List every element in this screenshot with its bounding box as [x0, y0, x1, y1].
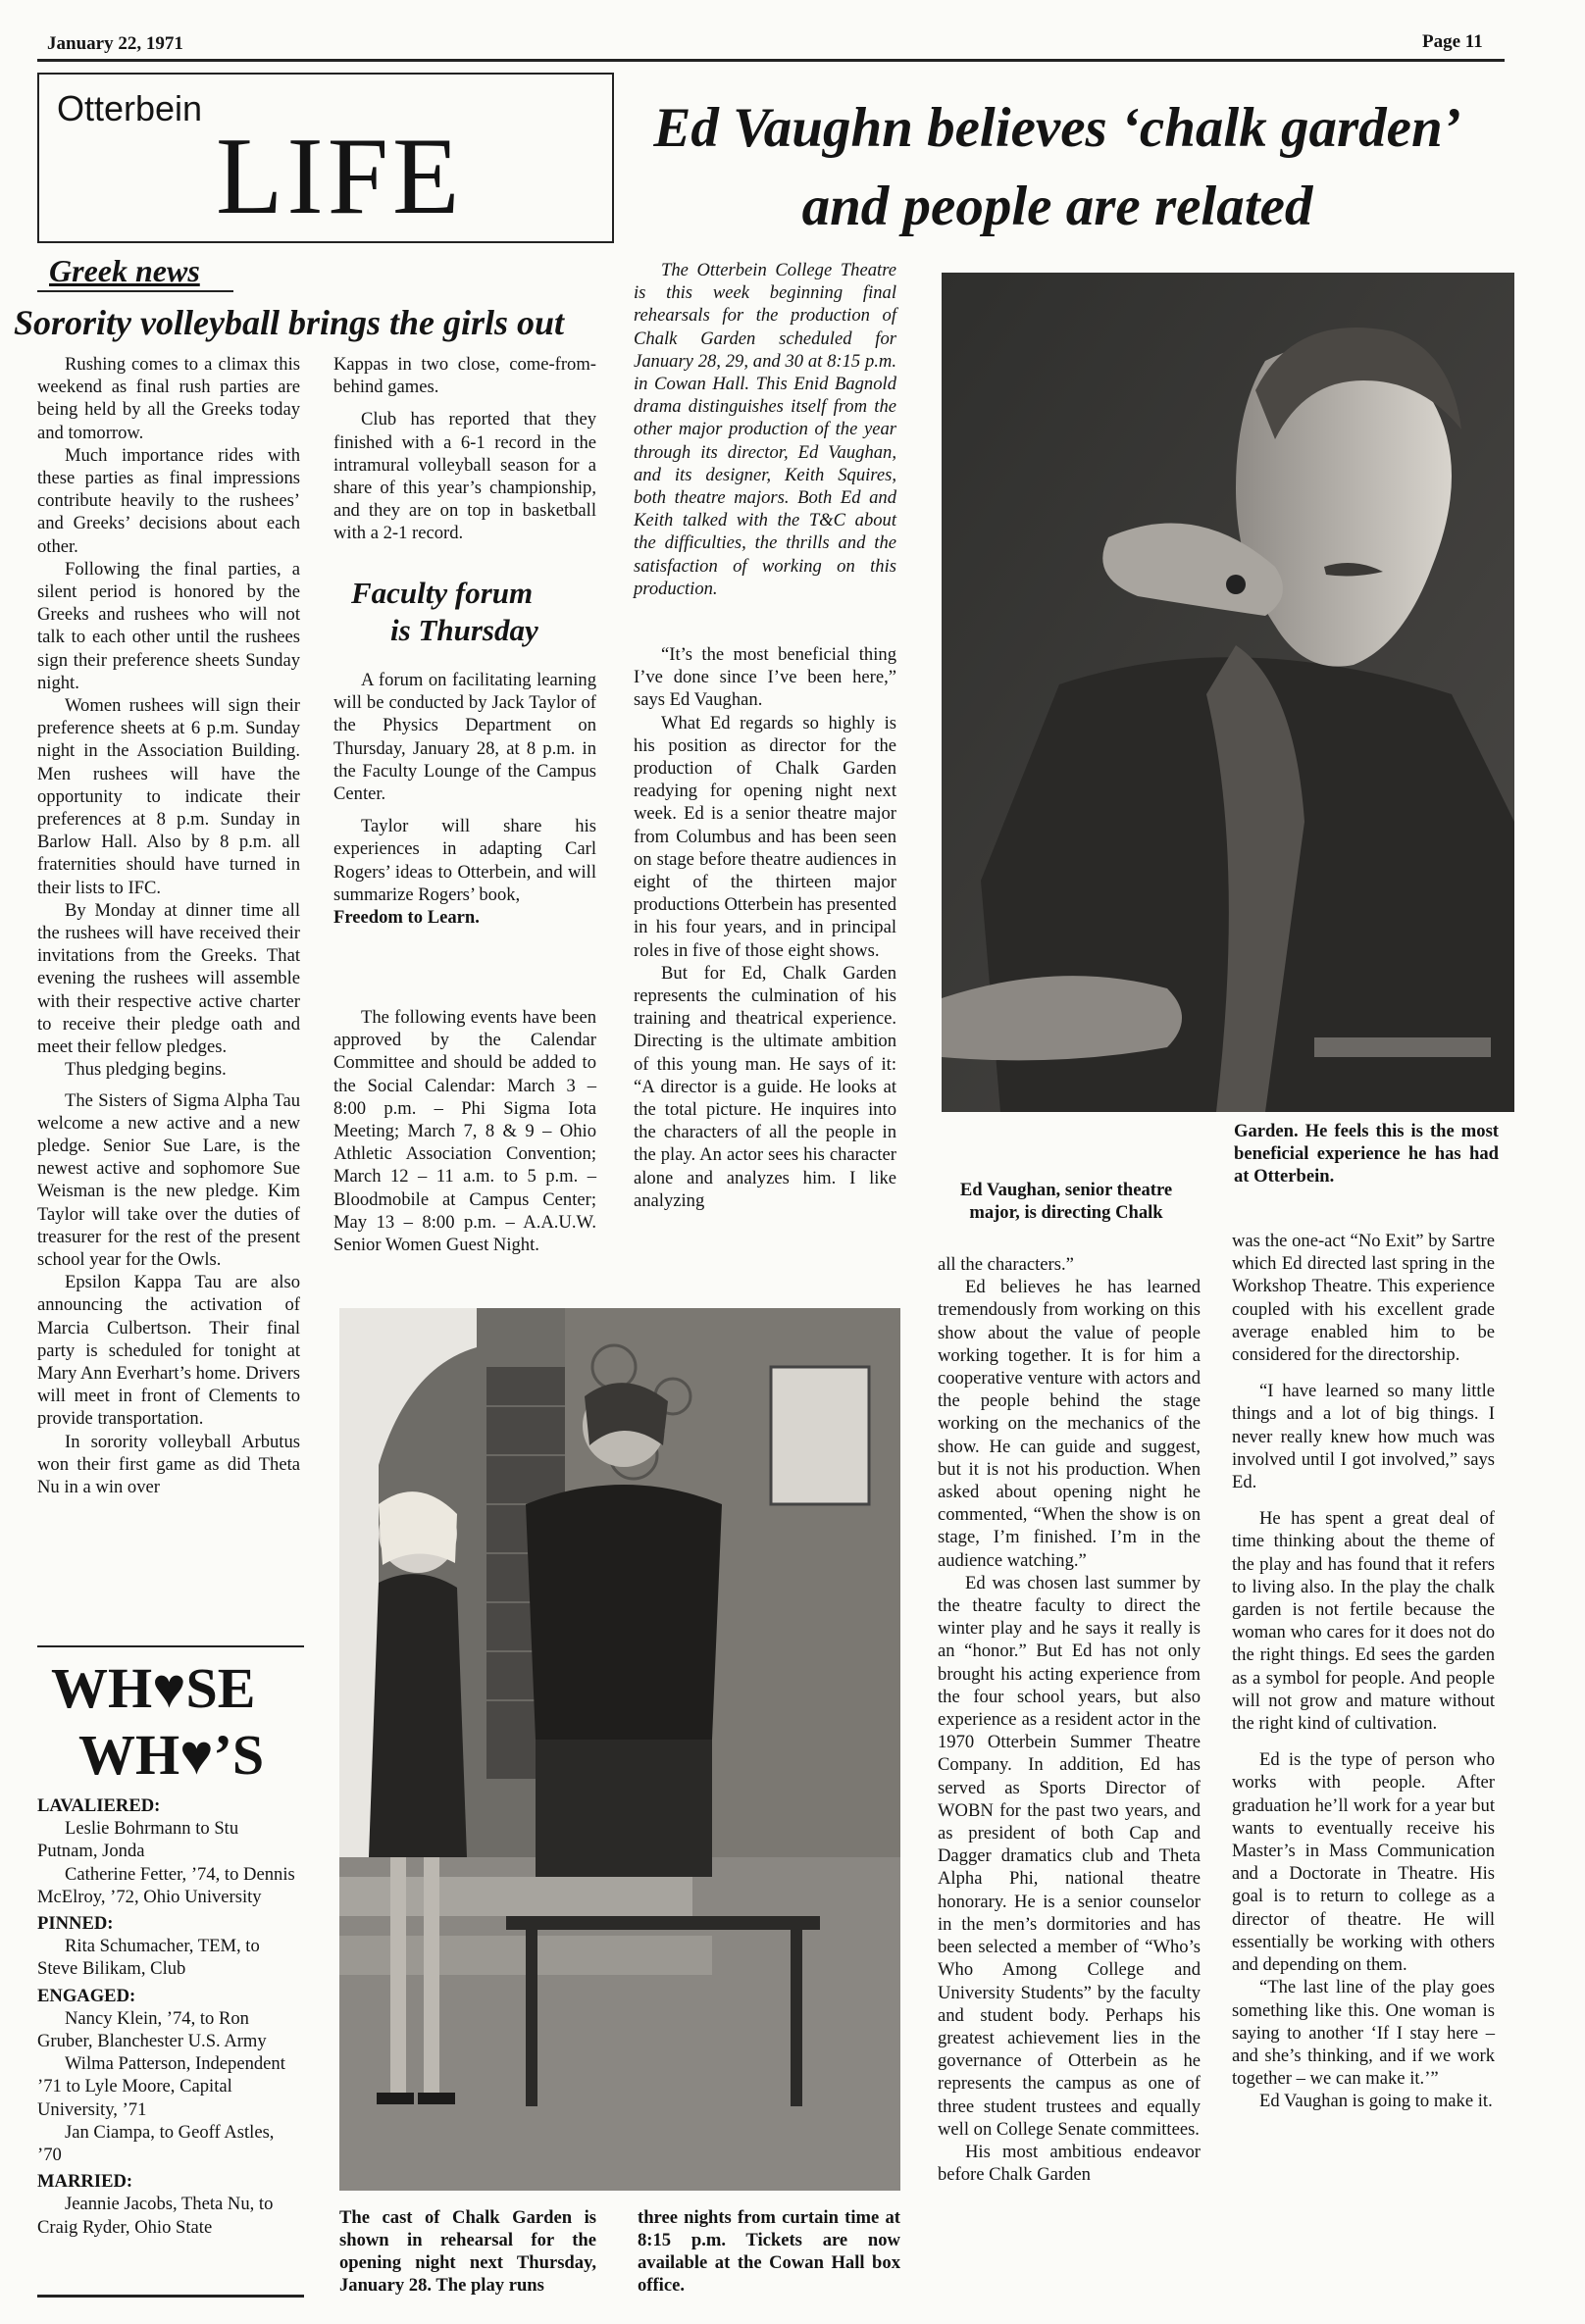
feature-paragraph: “The last line of the play goes something like this. One woman is saying to another ‘If I stay here – and she’s thinking, and if we work together – we can make it.’” [1232, 1977, 1495, 2090]
greek-paragraph: Following the final parties, a silent period is honored by the Greeks and rushees who will not talk to each other until the rushees sign their preference sheets Sunday night. [37, 558, 300, 693]
cast-rehearsal-photo [339, 1308, 900, 2191]
faculty-paragraph: A forum on facilitating learning will be conducted by Jack Taylor of the Physics Department on Thursday, January 28, at 8 p.m. in the Faculty Lounge of the Campus Center. [333, 670, 596, 805]
greek-column-2 [333, 353, 596, 545]
feature-paragraph: He has spent a great deal of time thinking about the theme of the play and has found that it refers to living also. In the play the chalk garden is not fertile because the woman who cares for it does not do the right things. Ed sees the garden as a symbol for people. And people will not grow and mature without the right kind of cultivation. [1232, 1508, 1495, 1735]
feature-intro-text: The Otterbein College Theatre is this week beginning final rehearsals for the production of Chalk Garden scheduled for January 28, 29, and 30 at 8:15 p.m. in Cowan Hall. This Enid Bagnold drama distinguishes itself from the other major production of the year through its director, Ed Vaughan, and its designer, Keith Squires, both theatre majors. Both Ed and Keith talked with the T&C about the difficulties, the thrills and the satisfaction of working on this production. [634, 260, 896, 599]
list-entry: Nancy Klein, ’74, to Ron Gruber, Blanchester U.S. Army [37, 2007, 267, 2052]
feature-paragraph: “It’s the most beneficial thing I’ve done since I’ve been here,” says Ed Vaughan. [634, 644, 896, 711]
cast-caption-right [638, 2206, 900, 2297]
list-entry: Leslie Bohrmann to Stu Putnam, Jonda [37, 1818, 239, 1862]
feature-paragraph: “I have learned so many little things and a lot of big things. I never really knew how much was involved until I got involved,” says Ed. [1232, 1381, 1495, 1493]
feature-paragraph: all the characters.” [938, 1254, 1074, 1275]
ed-vaughan-portrait-photo [942, 273, 1514, 1112]
cast-caption-right-text: three nights from curtain time at 8:15 p.m. Tickets are now available at the Cowan Hall box office. [638, 2207, 900, 2296]
feature-paragraph: What Ed regards so highly is his position as director for the production of Chalk Garden readying for opening night next week. Ed is a senior theatre major from Columbus and has been seen on stage before theatre audiences in eight of the thirteen major productions Otterbein has presented in his four years, and in principal roles in five of those eight shows. [634, 712, 896, 961]
greek-headline: Sorority volleyball brings the girls out [14, 303, 565, 342]
calendar-column [333, 1006, 596, 1256]
feature-column-5 [1232, 1230, 1495, 2113]
header-rule [37, 59, 1505, 62]
portrait-caption-left-text: Ed Vaughan, senior theatre major, is directing Chalk [959, 1180, 1173, 1223]
portrait-caption-right [1234, 1120, 1499, 1187]
list-label: PINNED: [37, 1913, 114, 1935]
cast-caption-left-text: The cast of Chalk Garden is shown in rehearsal for the opening night next Thursday, January 28. The play runs [339, 2207, 596, 2296]
list-entry: Catherine Fetter, ’74, to Dennis McElroy, ’72, Ohio University [37, 1863, 295, 1907]
whose-line-2: WH♥’S [78, 1723, 265, 1787]
faculty-forum-headline-1: Faculty forum [351, 576, 534, 610]
faculty-paragraph: Taylor will share his experiences in adapting Carl Rogers’ ideas to Otterbein, and will summarize Rogers’ book, [333, 816, 596, 905]
calendar-text: The following events have been approved by the Calendar Committee and should be added to the Social Calendar: March 3 – 8:00 p.m. – Phi Sigma Iota Meeting; March 7, 8 & 9 – Ohio Athletic Association Convention; March 12 – 11 a.m. to 5 p.m. – Bloodmobile at Campus Center; May 13 – 8:00 p.m. – A.A.U.W. Senior Women Guest Night. [333, 1007, 596, 1256]
faculty-forum-column [333, 669, 596, 929]
greek-paragraph: Thus pledging begins. [65, 1059, 227, 1081]
greek-paragraph: Kappas in two close, come-from-behind games. [333, 354, 596, 398]
whose-whos-list [37, 1791, 300, 2239]
portrait-illustration [942, 273, 1514, 1112]
cast-illustration [339, 1308, 900, 2191]
page-number: Page 11 [1422, 31, 1483, 52]
greek-paragraph: Women rushees will sign their preference sheets at 6 p.m. Sunday night in the Association Building. Men rushees will have the opportunity to indicate their preferences at 8 p.m. Sunday in Barlow Hall. Also by 8 p.m. all fraternities should have turned in their lists to IFC. [37, 695, 300, 898]
feature-paragraph: But for Ed, Chalk Garden represents the culmination of his training and theatrical experience. Directing is the ultimate ambition of this young man. He says of it: “A director is a guide. He looks at the total picture. He inquires into the characters of all the people in the play. An actor sees his character alone and analyzes him. I like analyzing [634, 962, 896, 1211]
column-divider [37, 1645, 304, 1647]
feature-column-4 [938, 1253, 1201, 2186]
greek-column-1 [37, 353, 300, 1498]
list-entry: Rita Schumacher, TEM, to Steve Bilikam, Club [37, 1936, 260, 1980]
greek-paragraph: Club has reported that they finished with a 6-1 record in the intramural volleyball season for a share of this year’s championship, and they are on top in basketball with a 2-1 record. [333, 409, 596, 544]
main-headline-line2: and people are related [801, 176, 1313, 237]
masthead-big-title: LIFE [216, 116, 464, 237]
list-entry: Jeannie Jacobs, Theta Nu, to Craig Ryder, Ohio State [37, 2194, 274, 2238]
list-entry: Jan Ciampa, to Geoff Astles, ’70 [37, 2121, 275, 2166]
masthead-small-title: Otterbein [57, 88, 203, 128]
issue-date: January 22, 1971 [47, 33, 183, 54]
feature-paragraph: Ed is the type of person who works with people. After graduation he’ll work for a year but wants to eventually receive his Master’s in Mass Communication and a Doctorate in Theatre. His goal is to return to college as a director of theatre. He will essentially be working with others and depending on them. [1232, 1749, 1495, 1976]
list-entry: Wilma Patterson, Independent ’71 to Lyle Moore, Capital University, ’71 [37, 2053, 285, 2120]
portrait-caption-right-text: Garden. He feels this is the most beneficial experience he has had at Otterbein. [1234, 1121, 1499, 1187]
feature-paragraph: Ed was chosen last summer by the theatre faculty to direct the winter play and he says it really is an “honor.” But Ed has not only brought his acting experience from the four school years, but also experience as a resident actor in the 1970 Otterbein Summer Theatre Company. In addition, Ed has served as Sports Director of WOBN for the past two years, and as president of both Cap and Dagger dramatics club and Theta Alpha Phi, national theatre honorary. He is a senior counselor in the men’s dormitories and has been selected a member of “Who’s Who Among College and University Students” by the faculty and student body. Perhaps his greatest achievement lies in the governance of Otterbein as he represents the campus as one of three student trustees and equally well on College Senate committees. [938, 1572, 1201, 2140]
cast-caption-left [339, 2206, 596, 2297]
main-headline-line1: Ed Vaughn believes ‘chalk garden’ [653, 97, 1461, 159]
whose-whos-title-1 [51, 1655, 256, 1722]
feature-paragraph: Ed believes he has learned tremendously from working on this show about the value of people working together. It is for him a cooperative venture with actors and the people behind the stage working on the mechanics of the show. He can guide and suggest, but it is not his production. When asked about opening night he commented, “When the show is on stage, I’m finished. I’m in the audience watching.” [938, 1277, 1201, 1571]
faculty-book-title: Freedom to Learn. [333, 907, 480, 929]
whose-whos-title-2 [78, 1722, 264, 1789]
greek-paragraph: The Sisters of Sigma Alpha Tau welcome a new active and a new pledge. Senior Sue Lare, is the newest active and sophomore Sue Weisman is the new pledge. Kim Taylor will take over the duties of treasurer for the rest of the present school year for the Owls. [37, 1089, 300, 1270]
portrait-caption-left [942, 1179, 1191, 1224]
whose-line-1: WH♥SE [51, 1656, 256, 1720]
faculty-forum-headline-2: is Thursday [390, 613, 538, 647]
feature-paragraph: was the one-act “No Exit” by Sartre which Ed directed last spring in the Workshop Theatre. This experience coupled with his excellent grade average enabled him to be considered for the directorship. [1232, 1231, 1495, 1366]
list-label: LAVALIERED: [37, 1795, 161, 1816]
feature-paragraph: His most ambitious endeavor before Chalk Garden [938, 2141, 1201, 2186]
greek-paragraph: Rushing comes to a climax this weekend as final rush parties are being held by all the Greeks today and tomorrow. [37, 354, 300, 443]
greek-paragraph: Much importance rides with these parties as final impressions contribute heavily to the rushees’ and Greeks’ decisions about each other. [37, 444, 300, 557]
list-label: ENGAGED: [37, 1985, 136, 2006]
list-label: MARRIED: [37, 2171, 133, 2193]
feature-column-3 [634, 643, 896, 1212]
greek-news-section-title: Greek news [49, 253, 200, 288]
greek-paragraph: Epsilon Kappa Tau are also announcing the activation of Marcia Culbertson. Their final party is scheduled for tonight at Mary Ann Everhart’s home. Drivers will meet in front of Clements to provide transportation. [37, 1272, 300, 1430]
masthead [37, 73, 614, 243]
feature-intro [634, 259, 896, 600]
greek-underline [37, 290, 233, 292]
greek-paragraph: By Monday at dinner time all the rushees will have received their invitations from the Greeks. That evening the rushees will assemble with their respective active charter to receive their pledge oath and meet their fellow pledges. [37, 899, 300, 1058]
greek-paragraph: In sorority volleyball Arbutus won their first game as did Theta Nu in a win over [37, 1431, 300, 1497]
feature-paragraph: Ed Vaughan is going to make it. [1259, 2091, 1493, 2112]
bottom-rule [37, 2295, 304, 2298]
